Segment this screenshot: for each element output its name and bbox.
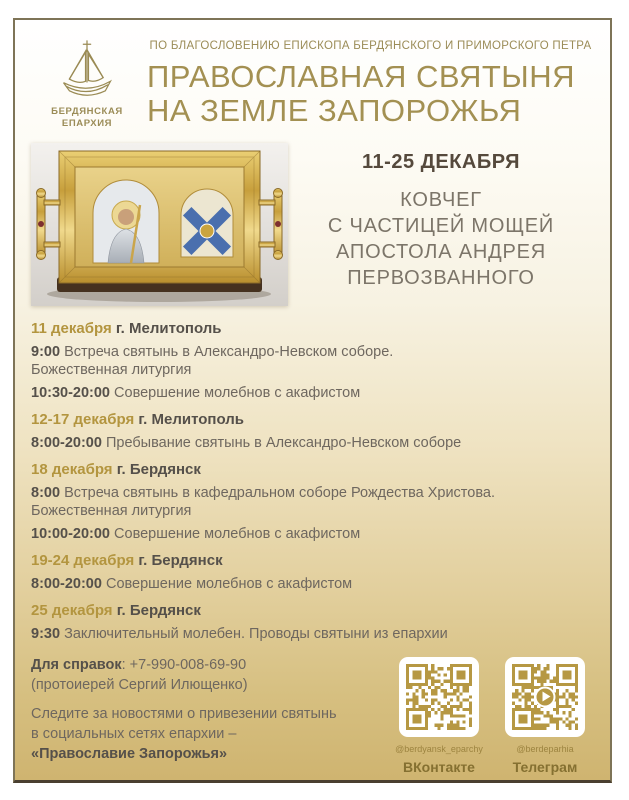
subtitle-line4: ПЕРВОЗВАННОГО (347, 266, 535, 289)
event-time: 10:00-20:00 (31, 525, 110, 542)
schedule-heading (31, 320, 594, 338)
event-time: 8:00 (31, 484, 61, 501)
qr-row (394, 655, 594, 775)
event-time: 8:00-20:00 (31, 434, 102, 451)
schedule-date: 19-24 декабря (31, 551, 135, 569)
event-time: 10:30-20:00 (31, 384, 110, 401)
schedule-event (31, 525, 594, 543)
qr-vkontakte (394, 657, 484, 775)
schedule-event (31, 625, 594, 643)
footer (31, 655, 594, 775)
schedule-event (31, 484, 594, 520)
header-text (143, 36, 594, 131)
subtitle-line2: С ЧАСТИЦЕЙ МОЩЕЙ (327, 214, 555, 237)
paper-plane-icon (535, 686, 556, 707)
poster-title (147, 60, 594, 128)
qr-handle-telegram: @berdeparhia (516, 743, 574, 754)
event-time: 9:30 (31, 625, 61, 642)
qr-code-vkontakte (399, 657, 479, 737)
contact-phone: : +7-990-008-69-90 (121, 656, 247, 673)
contact-block (31, 655, 394, 775)
header (31, 36, 594, 131)
qr-telegram (500, 657, 590, 775)
event-text2: Божественная литургия (31, 361, 192, 378)
hero-subtitle (288, 187, 594, 291)
schedule-city: г. Бердянск (116, 601, 201, 619)
event-text: Совершение молебнов с акафистом (114, 525, 361, 542)
logo-line1: БЕРДЯНСКАЯ (51, 106, 123, 117)
eparchy-logo (31, 36, 143, 131)
event-text: Совершение молебнов с акафистом (105, 575, 353, 592)
qr-code-telegram (505, 657, 585, 737)
blessing-line: ПО БЛАГОСЛОВЕНИЮ ЕПИСКОПА БЕРДЯНСКОГО И ПРИМОРСКОГО ПЕТРА (149, 40, 592, 52)
social-line1: Следите за новостями о привезении святынь (31, 705, 337, 722)
schedule-event (31, 575, 594, 593)
schedule-heading (31, 552, 594, 570)
social-note (31, 704, 394, 764)
contact-label: Для справок (31, 656, 122, 673)
schedule-city: г. Бердянск (116, 460, 201, 478)
event-time: 9:00 (31, 343, 61, 360)
qr-label-vkontakte: ВКонтакте (403, 758, 475, 775)
schedule-city: г. Бердянск (138, 551, 223, 569)
schedule-city: г. Мелитополь (138, 410, 244, 428)
hero-section (31, 143, 594, 306)
hero-dates: 11-25 ДЕКАБРЯ (362, 150, 520, 173)
qr-canvas-vkontakte (406, 664, 472, 730)
event-text: Пребывание святынь в Александро-Невском соборе (105, 434, 462, 451)
logo-line2: ЕПАРХИЯ (61, 118, 113, 130)
reliquary-photo (31, 143, 288, 306)
social-line2: в социальных сетях епархии – (31, 725, 237, 742)
hero-text (288, 143, 594, 306)
title-line2: НА ЗЕМЛЕ ЗАПОРОЖЬЯ (147, 93, 522, 129)
event-text: Встреча святынь в кафедральном соборе Рождества Христова. (64, 484, 495, 501)
contact-phone-line (31, 655, 394, 675)
schedule-date: 18 декабря (31, 460, 113, 478)
schedule (31, 320, 594, 643)
title-line1: ПРАВОСЛАВНАЯ СВЯТЫНЯ (147, 59, 576, 94)
event-text: Встреча святынь в Александро-Невском соборе. (64, 343, 394, 360)
subtitle-line3: АПОСТОЛА АНДРЕЯ (336, 240, 546, 263)
qr-label-telegram: Телеграм (512, 758, 578, 775)
schedule-heading (31, 411, 594, 429)
event-text2: Божественная литургия (31, 502, 192, 519)
schedule-date: 11 декабря (31, 319, 112, 337)
schedule-heading (31, 461, 594, 479)
schedule-event (31, 434, 594, 452)
contact-person: (протоиерей Сергий Илющенко) (31, 676, 248, 693)
event-text: Совершение молебнов с акафистом (114, 384, 361, 401)
qr-handle-vkontakte: @berdyansk_eparchy (395, 743, 483, 754)
schedule-date: 12-17 декабря (31, 410, 135, 428)
event-time: 8:00-20:00 (31, 575, 102, 592)
schedule-heading (31, 602, 594, 620)
poster-frame (13, 18, 612, 783)
schedule-event (31, 343, 594, 379)
social-line3: «Православие Запорожья» (31, 745, 228, 762)
event-text: Заключительный молебен. Проводы святыни из епархии (64, 625, 448, 642)
schedule-date: 25 декабря (31, 601, 113, 619)
schedule-city: г. Мелитополь (115, 319, 222, 337)
schedule-event (31, 384, 594, 402)
ship-with-cross-icon (51, 38, 123, 104)
eparchy-logo-text (31, 106, 143, 131)
subtitle-line1: КОВЧЕГ (400, 188, 482, 211)
